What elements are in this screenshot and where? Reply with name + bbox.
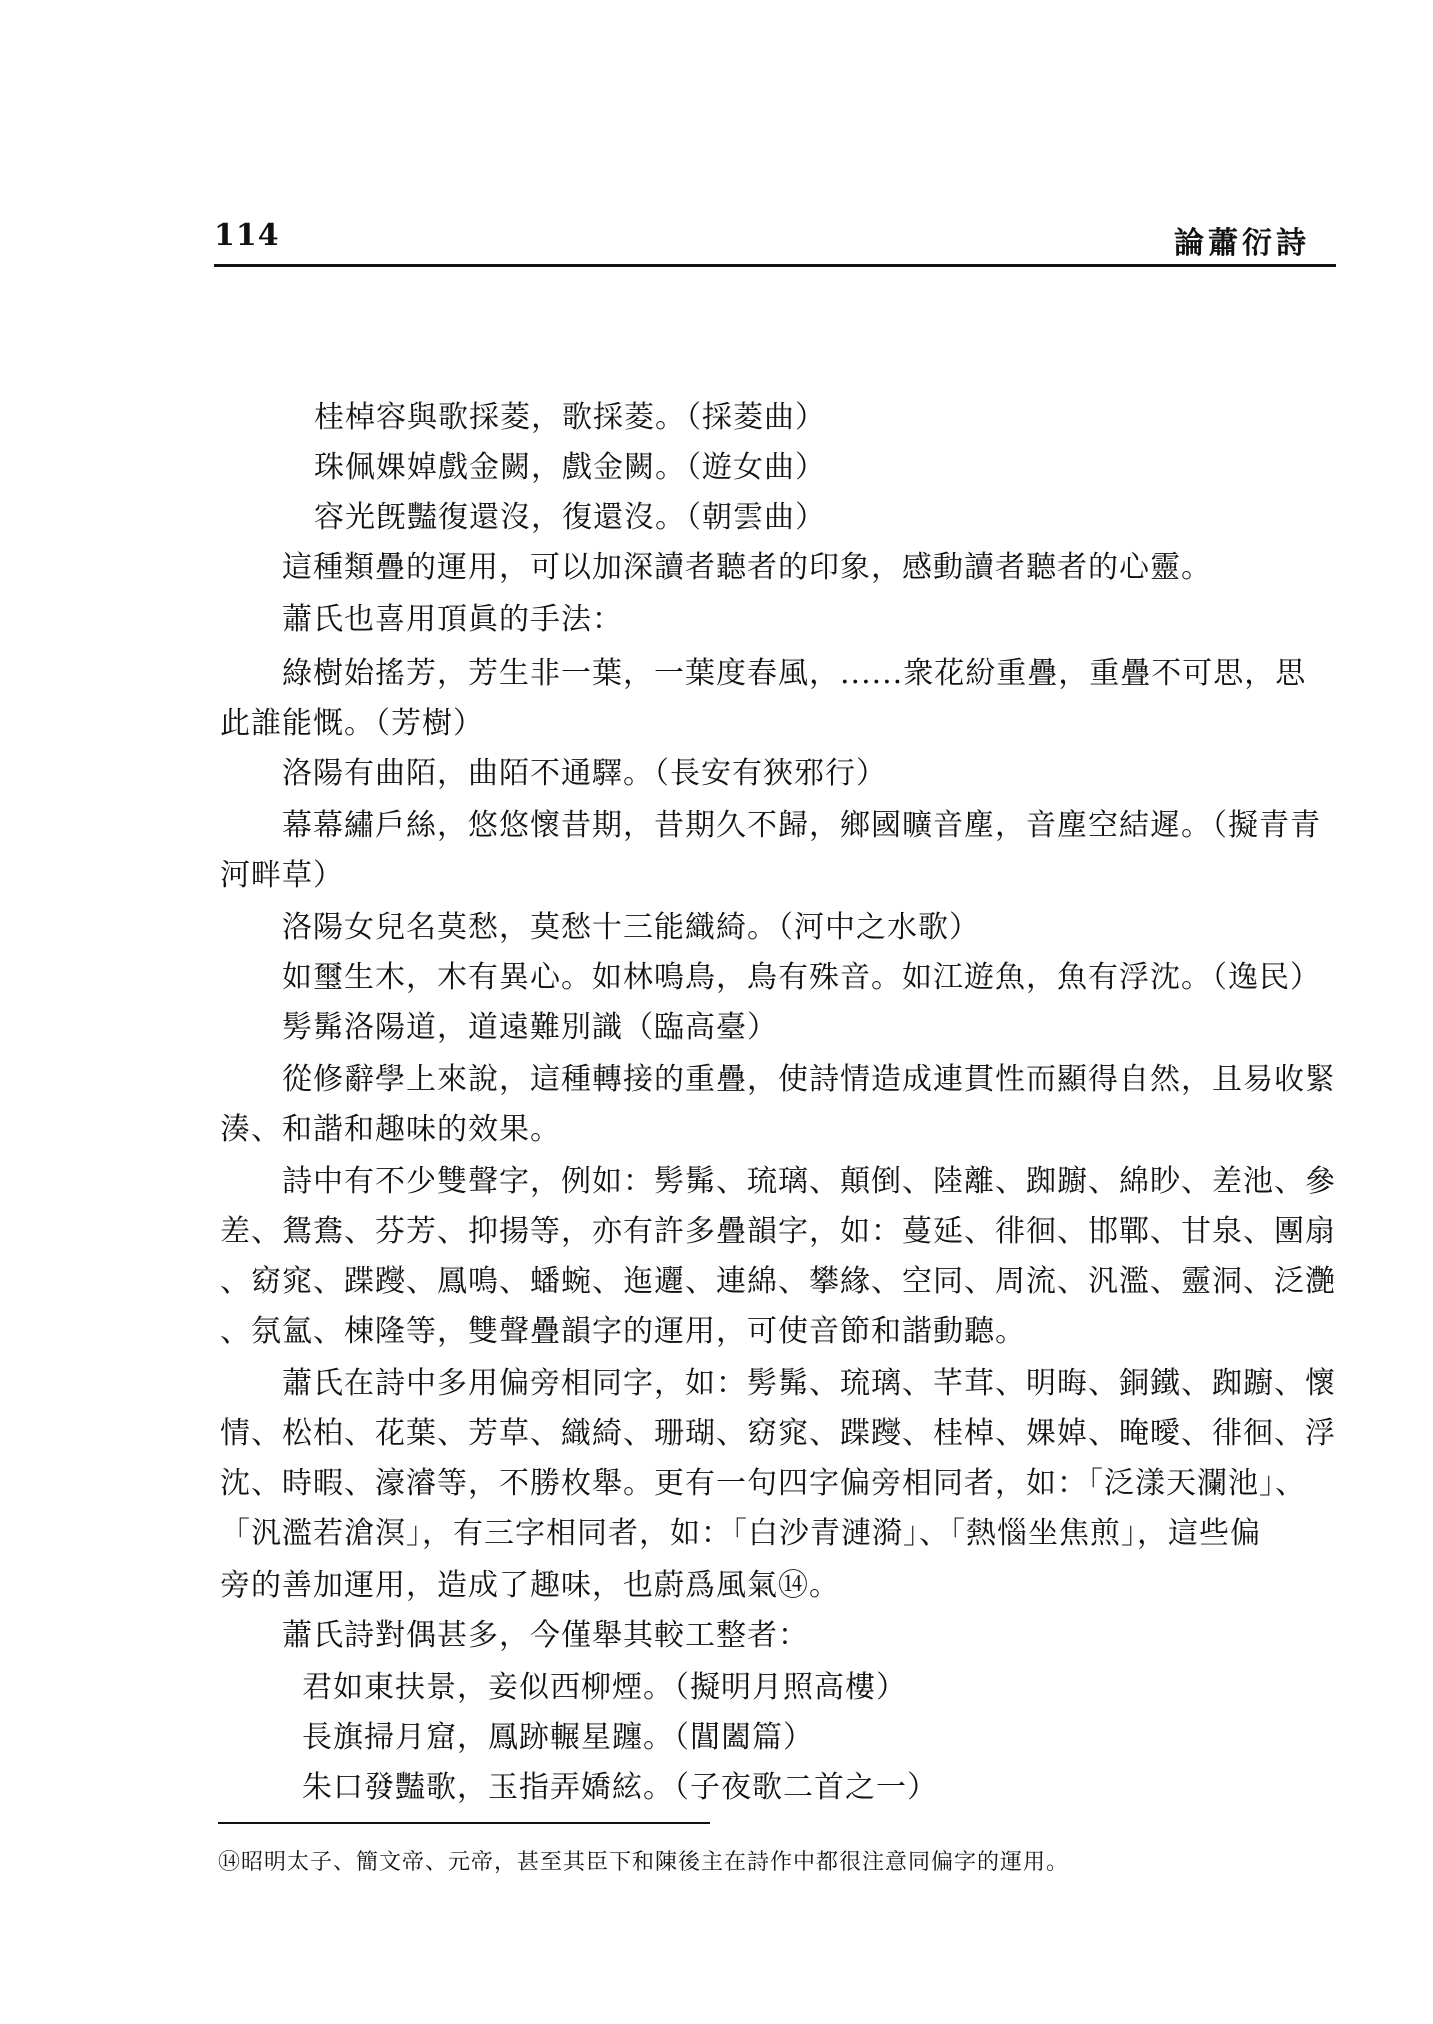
quote-line: 朱口發豔歌，玉指弄嬌絃。（子夜歌二首之一） [302,1770,938,1805]
footnote-divider [218,1822,710,1824]
paragraph-line: 湊、和諧和趣味的效果。 [220,1112,561,1147]
quote-line: 君如東扶景，妾似西柳煙。（擬明月照高樓） [302,1670,907,1705]
paragraph-line: 洛陽女兒名莫愁，莫愁十三能織綺。（河中之水歌） [282,910,980,945]
paragraph-line: 這種類疊的運用，可以加深讀者聽者的印象，感動讀者聽者的心靈。 [282,550,1212,585]
quote-line: 桂棹容與歌採菱，歌採菱。（採菱曲） [314,400,826,435]
paragraph-line: 沈、時暇、濠濬等，不勝枚舉。更有一句四字偏旁相同者，如：「泛漾天瀾池」、 [220,1466,1306,1501]
running-title: 論蕭衍詩 [1174,226,1310,261]
quote-line: 長旗掃月窟，鳳跡輾星躔。（閶闔篇） [302,1720,814,1755]
quote-line: 珠佩婐婥戲金闕，戲金闕。（遊女曲） [314,450,826,485]
paragraph-line: 詩中有不少雙聲字，例如：髣髴、琉璃、顛倒、陸離、踟躕、綿眇、差池、參 [282,1164,1336,1199]
paragraph-line: 旁的善加運用，造成了趣味，也蔚爲風氣⑭。 [220,1568,840,1603]
paragraph-line: 、窈窕、蹀躞、鳳鳴、蟠蜿、迤邐、連綿、攀緣、空同、周流、汎濫、靈洞、泛灔 [220,1264,1336,1299]
paragraph-line: 、氛氳、棟隆等，雙聲疊韻字的運用，可使音節和諧動聽。 [220,1314,1026,1349]
page-header [214,218,1336,267]
paragraph-line: 從修辭學上來說，這種轉接的重疊，使詩情造成連貫性而顯得自然，且易收緊 [282,1062,1336,1097]
paragraph-line: 如璽生木，木有異心。如林鳴鳥，鳥有殊音。如江遊魚，魚有浮沈。（逸民） [282,960,1321,995]
paragraph-line: 幕幕繡戶絲，悠悠懷昔期，昔期久不歸，鄉國曠音塵，音塵空結遲。（擬青青 [282,808,1321,843]
paragraph-line: 髣髴洛陽道，道遠難別識（臨高臺） [282,1010,778,1045]
footnote-14: ⑭昭明太子、簡文帝、元帝，甚至其臣下和陳後主在詩作中都很注意同偏字的運用。 [218,1850,1070,1875]
paragraph-line: 蕭氏也喜用頂眞的手法： [282,602,623,637]
paragraph-line: 綠樹始搖芳，芳生非一葉，一葉度春風，......衆花紛重疊，重疊不可思，思 [282,656,1307,691]
quote-line: 容光旣豔復還沒，復還沒。（朝雲曲） [314,500,826,535]
paragraph-line: 此誰能慨。（芳樹） [220,706,484,741]
paragraph-line: 河畔草） [220,858,344,893]
paragraph-line: 差、鴛鴦、芬芳、抑揚等，亦有許多疊韻字，如：蔓延、徘徊、邯鄲、甘泉、團扇 [220,1214,1336,1249]
paragraph-line: 情、松柏、花葉、芳草、織綺、珊瑚、窈窕、蹀躞、桂棹、婐婥、晻曖、徘徊、浮 [220,1416,1336,1451]
paragraph-line: 蕭氏在詩中多用偏旁相同字，如：髣髴、琉璃、芊茸、明晦、銅鐵、踟躕、懷 [282,1366,1336,1401]
paragraph-line: 「汎濫若滄溟」，有三字相同者，如：「白沙青漣漪」、「熱惱坐焦煎」，這些偏 [220,1516,1261,1551]
page-number: 114 [214,218,280,253]
paragraph-line: 洛陽有曲陌，曲陌不通驛。（長安有狹邪行） [282,756,887,791]
paragraph-line: 蕭氏詩對偶甚多，今僅舉其較工整者： [282,1618,809,1653]
